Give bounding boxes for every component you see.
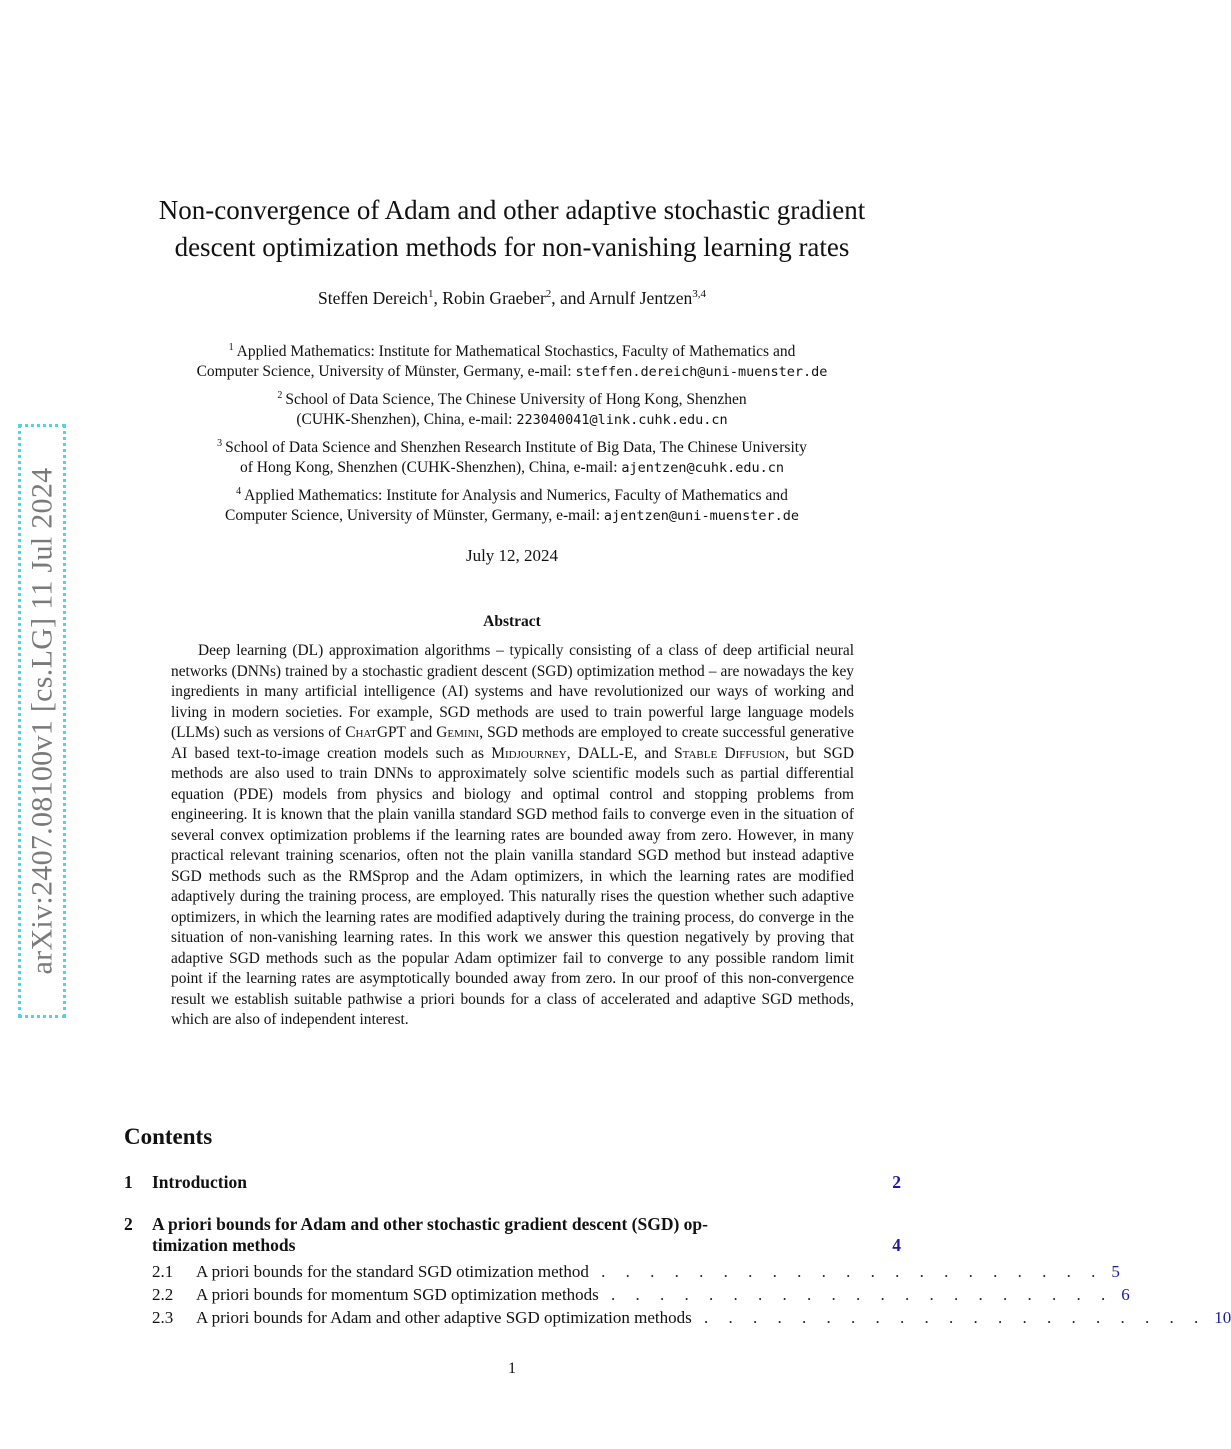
toc-entry-2-page[interactable]: 4 bbox=[892, 1235, 901, 1255]
arxiv-id[interactable]: arXiv:2407.08100v1 [cs.LG] 11 Jul 2024 bbox=[25, 467, 58, 975]
affiliation-1-email[interactable]: steffen.dereich@uni-muenster.de bbox=[575, 363, 828, 380]
toc-entry-2-3-num: 2.3 bbox=[152, 1308, 174, 1327]
toc-leader-dots: . . . . . . . . . . . . . . . . . . . . . bbox=[598, 1285, 1114, 1304]
page-number: 1 bbox=[508, 1360, 516, 1377]
toc-entry-2-title-line1[interactable]: A priori bounds for Adam and other stochastic gradient descent (SGD) op- bbox=[152, 1214, 708, 1234]
abstract-text bbox=[171, 641, 854, 1031]
paper-title bbox=[110, 192, 914, 266]
toc-leader-dots: . . . . . . . . . . . . . . . . . . . . . bbox=[588, 1262, 1104, 1281]
toc-entry-1[interactable] bbox=[124, 1172, 901, 1193]
toc-entry-2-2-page[interactable]: 6 bbox=[1121, 1285, 1130, 1304]
toc-leader-dots: . . . . . . . . . . . . . . . . . . . . . bbox=[691, 1308, 1207, 1327]
toc-entry-2-1-num: 2.1 bbox=[152, 1262, 174, 1281]
author-jentzen: and Arnulf Jentzen bbox=[560, 288, 693, 308]
author-jentzen-sup: 3,4 bbox=[692, 288, 706, 301]
affiliation-4-line2: Computer Science, University of Münster, Germany, e-mail: bbox=[225, 506, 604, 524]
affiliation-1-num: 1 bbox=[228, 342, 234, 353]
affiliation-1 bbox=[120, 338, 904, 382]
toc-entry-2-num: 2 bbox=[124, 1214, 133, 1234]
affiliation-1-line1: Applied Mathematics: Institute for Mathematical Stochastics, Faculty of Mathematics and bbox=[236, 343, 796, 361]
affiliation-2-line1: School of Data Science, The Chinese University of Hong Kong, Shenzhen bbox=[285, 391, 747, 409]
title-line-2: descent optimization methods for non-vanishing learning rates bbox=[174, 232, 850, 262]
abstract-chatgpt: ChatGPT bbox=[345, 724, 406, 741]
toc-entry-2-2-num: 2.2 bbox=[152, 1285, 174, 1304]
affiliation-3-line1: School of Data Science and Shenzhen Research Institute of Big Data, The Chinese University bbox=[225, 439, 807, 457]
affiliation-2 bbox=[120, 386, 904, 430]
affiliation-4-num: 4 bbox=[236, 486, 242, 497]
paper-date: July 12, 2024 bbox=[465, 546, 559, 565]
affiliation-2-line2: (CUHK-Shenzhen), China, e-mail: bbox=[296, 410, 517, 428]
abstract-gemini: Gemini bbox=[436, 724, 480, 741]
author-dereich-sup: 1 bbox=[428, 288, 434, 301]
abstract-part-5: , but SGD methods are also used to train DNNs to approximately solve scientific models such as partial differential equation (PDE) models from physics and biology and optimal control and stopping problems from engineering. It is known that the plain vanilla standard SGD method fails to converge even in the situation of several convex optimization problems if the learning rates are bounded away from zero. However, in many practical relevant training scenarios, often not the plain vanilla standard SGD method but instead adaptive SGD methods such as the RMSprop and the Adam optimizers, in which the learning rates are modified adaptively during the training process, are employed. This naturally rises the question whether such adaptive optimizers, in which the learning rates are modified adaptively during the training process, do converge in the situation of non-vanishing learning rates. In this work we answer this question negatively by proving that adaptive SGD methods such as the popular Adam optimizer fail to converge to any possible random limit point if the learning rates are asymptotically bounded away from zero. In our proof of this non-convergence result we establish suitable pathwise a priori bounds for a class of accelerated and adaptive SGD methods, which are also of independent interest. bbox=[171, 744, 854, 1028]
arxiv-stamp[interactable] bbox=[18, 424, 66, 1018]
author-graeber-sup: 2 bbox=[545, 288, 552, 301]
affiliation-2-num: 2 bbox=[277, 390, 283, 401]
affiliation-3-num: 3 bbox=[217, 438, 223, 449]
abstract-part-1: Deep learning (DL) approximation algorithms – typically consisting of a class of deep artificial neural networks (DNNs) trained by a stochastic gradient descent (SGD) optimization method – are nowadays the key ingredients in many artificial intelligence (AI) systems and have revolutionized our ways of working and living in modern societies. For example, SGD methods are used to train powerful large language models (LLMs) such as versions of bbox=[171, 642, 854, 741]
abstract-part-3: , SGD methods are employed to create successful generative AI based text-to-image creation models such as bbox=[171, 724, 855, 762]
abstract-stable-diffusion: Stable Diffusion bbox=[674, 744, 786, 762]
toc-entry-2-2-title[interactable]: A priori bounds for momentum SGD optimization methods bbox=[196, 1285, 599, 1304]
toc-entry-1-page[interactable]: 2 bbox=[892, 1172, 901, 1192]
affiliation-3-email[interactable]: ajentzen@cuhk.edu.cn bbox=[621, 459, 784, 476]
abstract-midjourney: Midjourney bbox=[491, 744, 567, 762]
author-list: Steffen Dereich$^1$, Robin Graeber$^2$, and Arnulf Jentzen$^{3,4}$ bbox=[318, 288, 706, 308]
abstract-part-4: , DALL-E, and bbox=[566, 744, 675, 762]
affiliation-3 bbox=[120, 434, 904, 478]
affiliation-4-line1: Applied Mathematics: Institute for Analysis and Numerics, Faculty of Mathematics and bbox=[244, 487, 788, 505]
author-graeber: Robin Graeber bbox=[442, 288, 546, 308]
toc-entry-1-num: 1 bbox=[124, 1172, 133, 1192]
affiliation-3-line2: of Hong Kong, Shenzhen (CUHK-Shenzhen), China, e-mail: bbox=[240, 458, 622, 476]
toc-entry-2-3[interactable] bbox=[124, 1308, 1231, 1328]
toc-entry-2-3-title[interactable]: A priori bounds for Adam and other adaptive SGD optimization methods bbox=[196, 1308, 692, 1327]
title-line-1: Non-convergence of Adam and other adaptive stochastic gradient bbox=[158, 195, 866, 225]
toc-entry-2[interactable] bbox=[124, 1214, 901, 1256]
abstract-heading: Abstract bbox=[483, 613, 541, 630]
toc-entry-1-title[interactable]: Introduction bbox=[152, 1172, 247, 1192]
toc-entry-2-2[interactable] bbox=[124, 1285, 1130, 1305]
author-dereich: Steffen Dereich bbox=[318, 288, 429, 308]
affiliation-1-line2: Computer Science, University of Münster, Germany, e-mail: bbox=[196, 362, 576, 380]
affiliation-4 bbox=[120, 482, 904, 526]
toc-entry-2-title-line2[interactable]: timization methods bbox=[152, 1235, 296, 1255]
affiliation-2-email[interactable]: 223040041@link.cuhk.edu.cn bbox=[516, 411, 728, 428]
abstract-part-2: and bbox=[405, 724, 437, 741]
toc-entry-2-1[interactable] bbox=[124, 1262, 1120, 1282]
affiliation-4-email[interactable]: ajentzen@uni-muenster.de bbox=[603, 507, 799, 524]
contents-heading: Contents bbox=[124, 1124, 213, 1149]
toc-entry-2-1-title[interactable]: A priori bounds for the standard SGD otimization method bbox=[196, 1262, 589, 1281]
toc-entry-2-1-page[interactable]: 5 bbox=[1111, 1262, 1120, 1281]
toc-entry-2-3-page[interactable]: 10 bbox=[1214, 1308, 1231, 1327]
